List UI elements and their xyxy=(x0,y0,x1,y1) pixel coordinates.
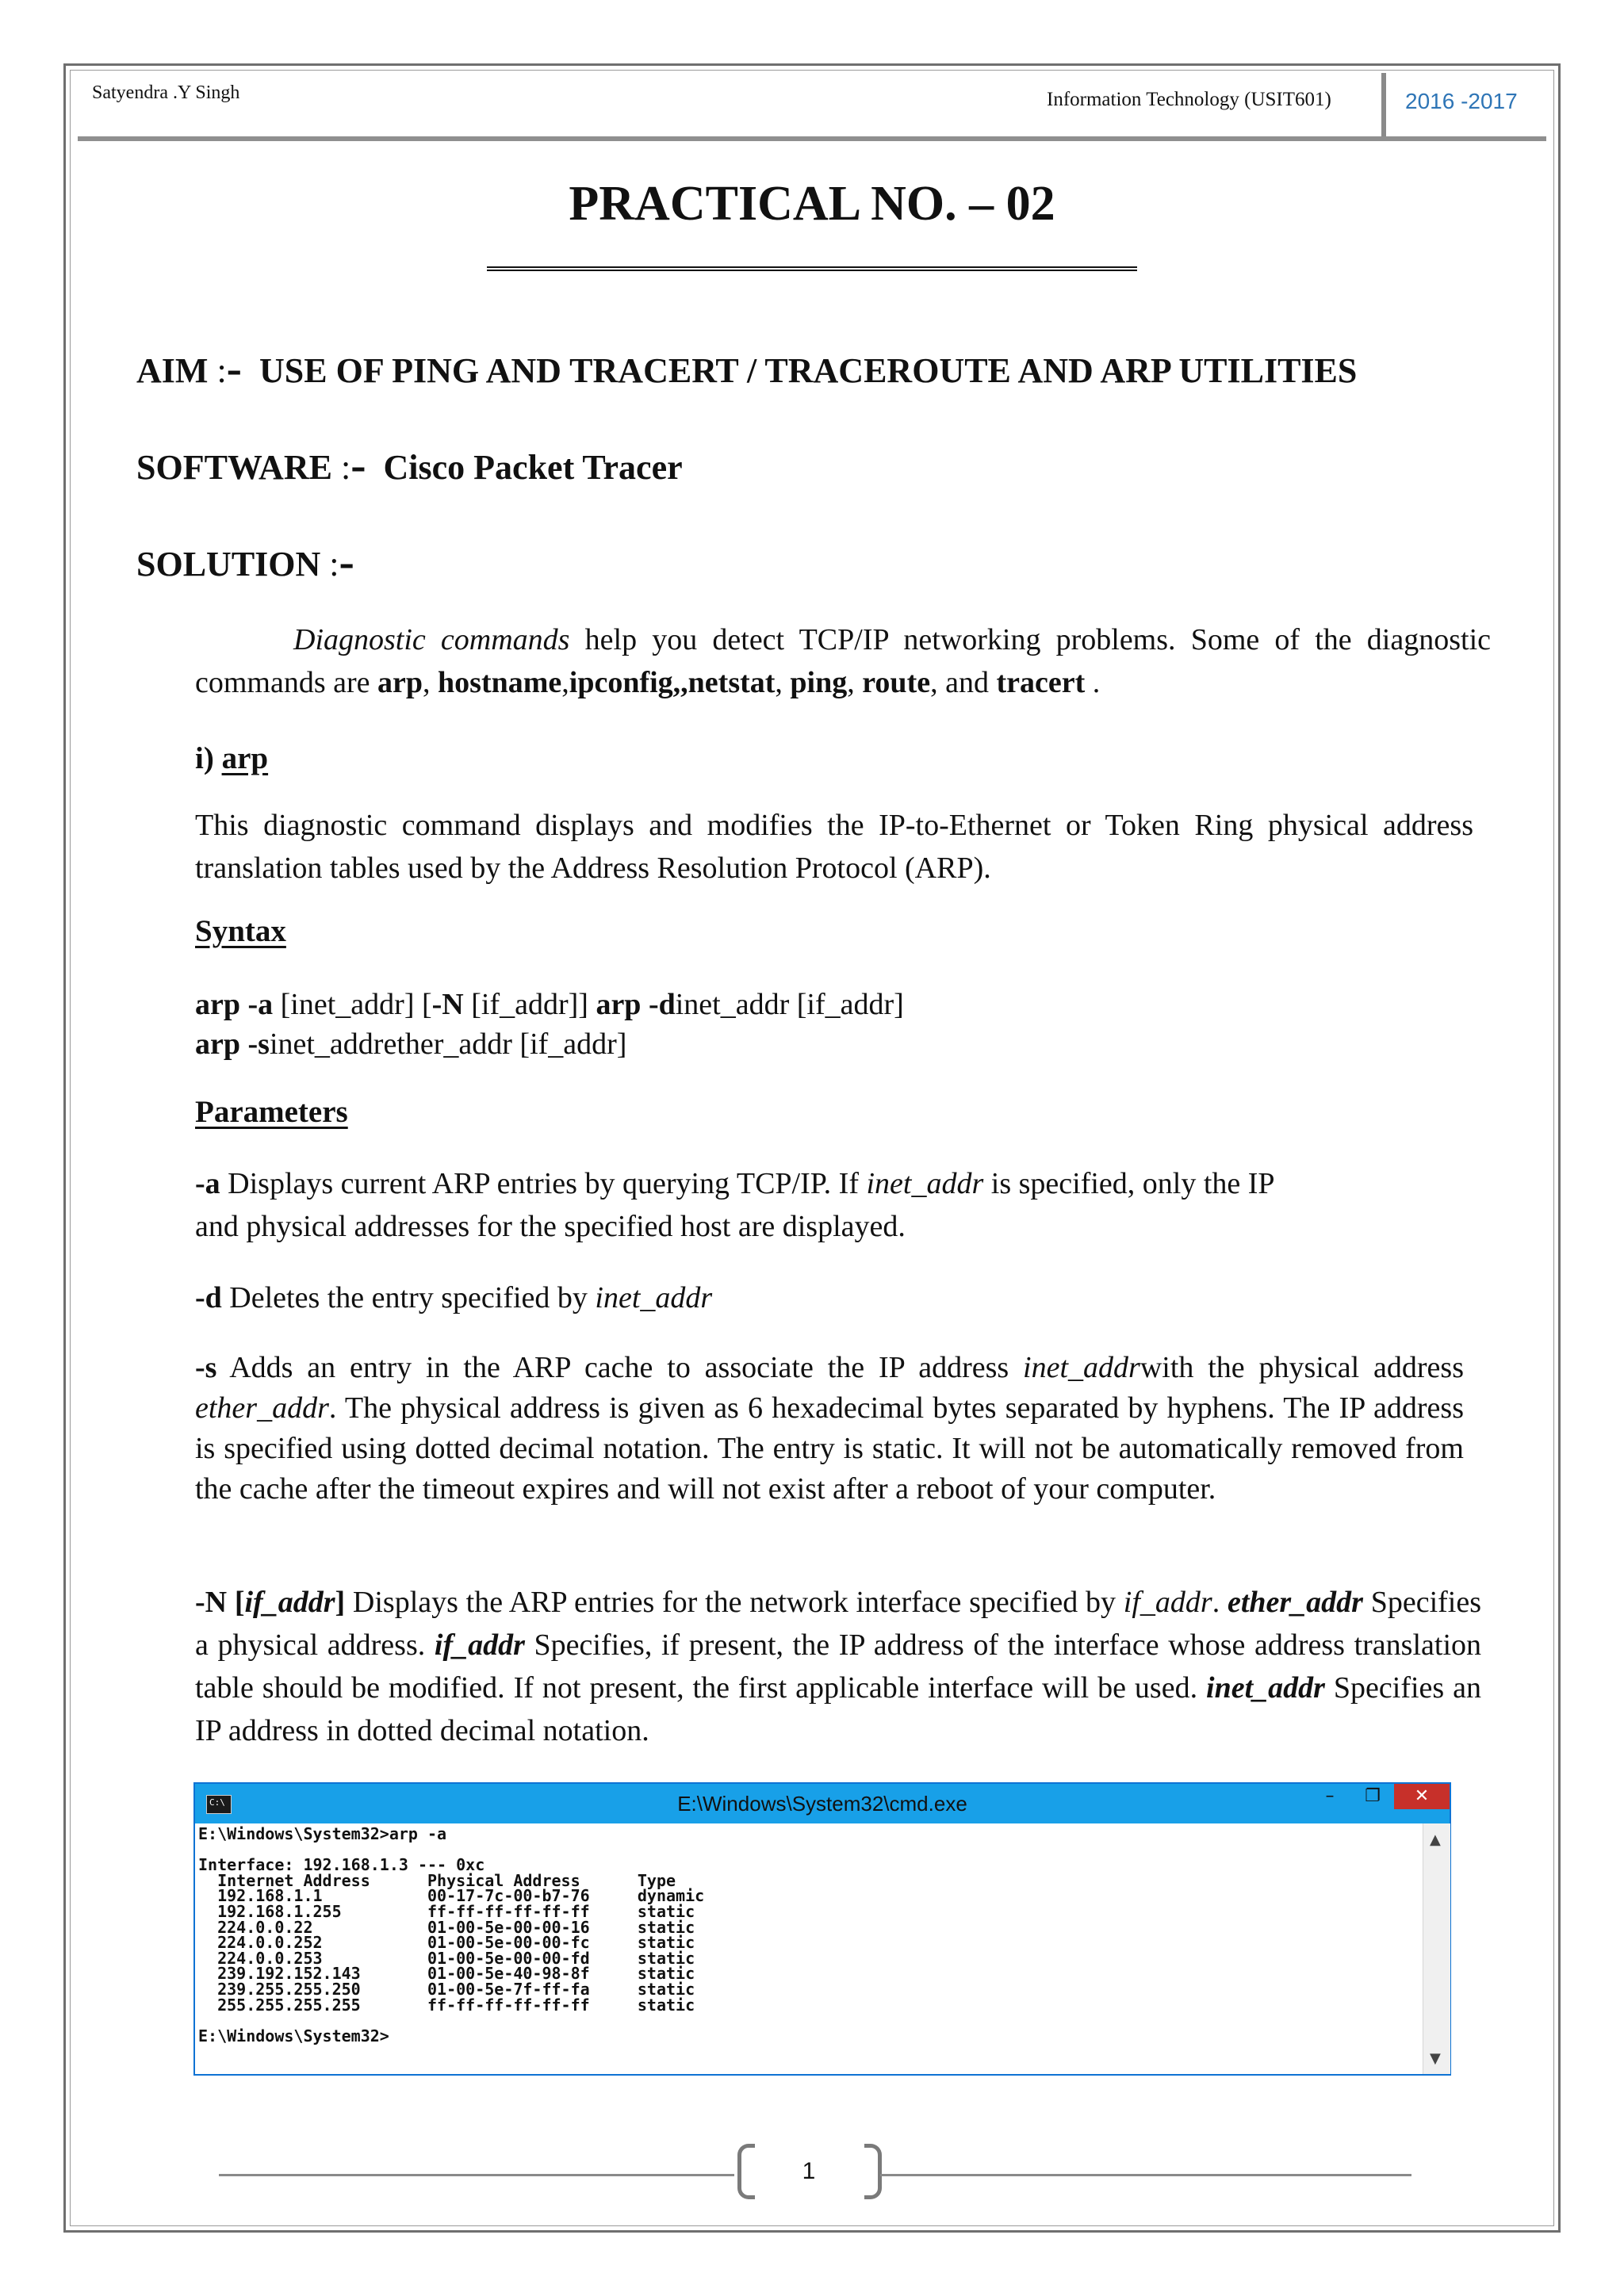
param-n-text-4: Specifies, if present, the IP address of the interface whose address translation table should be modified. If not present, the first applicable interface will be used. xyxy=(195,1628,1481,1705)
cmd-titlebar[interactable] xyxy=(195,1784,1450,1823)
param-n-if-addr-2: if_addr xyxy=(434,1628,525,1662)
syntax-line-1 xyxy=(195,983,1491,1026)
param-n-text-1: Displays the ARP entries for the network interface specified by xyxy=(345,1586,1124,1619)
intro-text-6: , and xyxy=(930,666,997,699)
param-a-line-2: and physical addresses for the specified host are displayed. xyxy=(195,1210,906,1243)
solution-colon: : xyxy=(329,545,339,584)
header-year: 2016 -2017 xyxy=(1405,89,1518,113)
arp-subheading-title: arp xyxy=(221,741,269,775)
title-underline xyxy=(487,266,1137,271)
footer-rule-left xyxy=(219,2174,734,2176)
param-s-text-1: Adds an entry in the ARP cache to associate the IP address xyxy=(216,1351,1024,1384)
param-n-text-3: Specifies a physical address. xyxy=(195,1586,1481,1662)
software-text: Cisco Packet Tracer xyxy=(383,448,683,487)
syntax-flag-n: -N xyxy=(431,988,464,1021)
param-d-text: Deletes the entry specified by xyxy=(221,1281,596,1314)
arp-subheading xyxy=(195,737,1491,780)
solution-dash: - xyxy=(339,536,354,587)
page-title: PRACTICAL NO. – 02 xyxy=(569,177,1055,231)
intro-text-4: , xyxy=(775,666,791,699)
aim-text: USE OF PING AND TRACERT / TRACEROUTE AND ARP UTILITIES xyxy=(259,351,1358,390)
param-n-ether-addr: ether_addr xyxy=(1227,1586,1363,1619)
arp-subheading-num: i) xyxy=(195,741,214,775)
software-colon: : xyxy=(340,448,351,487)
footer-rule-right xyxy=(880,2174,1411,2176)
param-n-flag-end: ] xyxy=(335,1586,346,1619)
cmd-window xyxy=(193,1782,1451,2076)
intro-text-3: , xyxy=(561,666,569,699)
intro-cmd-arp: arp xyxy=(377,666,423,699)
software-dash: - xyxy=(350,439,366,491)
header-author: Satyendra .Y Singh xyxy=(92,82,240,103)
param-n-inet-addr: inet_addr xyxy=(1206,1671,1325,1705)
param-n-flag-if-addr: if_addr xyxy=(244,1586,335,1619)
page-number: 1 xyxy=(802,2158,816,2184)
syntax-l2-b: inet_addrether_addr [if_addr] xyxy=(269,1027,627,1061)
aim-label: AIM xyxy=(136,351,209,390)
footer-brace-left xyxy=(737,2144,755,2199)
software-heading xyxy=(136,439,683,491)
syntax-heading: Syntax xyxy=(195,914,286,948)
syntax-arp-a: arp -a xyxy=(195,988,274,1021)
param-n-text-5: Specifies an IP address in dotted decimal notation. xyxy=(195,1671,1482,1747)
header-subject: Information Technology (USIT601) xyxy=(1047,89,1331,110)
syntax-arp-d: arp -d xyxy=(596,988,676,1021)
intro-text-2: , xyxy=(423,666,439,699)
maximize-button[interactable]: ❐ xyxy=(1365,1786,1381,1806)
param-s-inet-addr: inet_addr xyxy=(1023,1351,1140,1384)
cmd-console[interactable] xyxy=(198,1824,1419,2072)
syntax-l1-b: [inet_addr] [ xyxy=(273,988,432,1021)
param-n-flag: -N [ xyxy=(195,1586,245,1619)
param-n xyxy=(195,1581,1481,1752)
param-s xyxy=(195,1348,1464,1510)
aim-colon: : xyxy=(216,351,227,390)
aim-heading xyxy=(136,342,1358,394)
param-s-text-3: . The physical address is given as 6 hexadecimal bytes separated by hyphens. The IP address is specified using dotted decimal notation. The entry is static. It will not be automatically removed from the cache after the timeout expires and will not exist after a reboot of your computer. xyxy=(195,1391,1464,1506)
intro-cmd-hostname: hostname xyxy=(438,666,562,699)
minimize-button[interactable]: – xyxy=(1325,1786,1335,1806)
param-a-flag: -a xyxy=(195,1167,220,1200)
param-s-ether-addr: ether_addr xyxy=(195,1391,329,1425)
aim-dash: - xyxy=(226,342,242,394)
syntax-line-2 xyxy=(195,1023,1491,1066)
param-d xyxy=(195,1276,1491,1319)
footer-brace-right xyxy=(864,2144,882,2199)
cmd-output: E:\Windows\System32>arp -a Interface: 192.168.1.3 --- 0xc Internet Address Physical Address Type 192.168.1.1 00-17-7c-00-b7-76 dynamic 192.168.1.255 ff-ff-ff-ff-ff-ff static 224.0.0.22 01-00-5e-00-00-16 static 224.0.0.252 01-00-5e-00-00-fc static 224.0.0.253 01-00-5e-00-00-fd static 239.192.152.143 01-00-5e-40-98-8f static 239.255.255.250 01-00-5e-7f-ff-fa static 255.255.255.255 ff-ff-ff-ff-ff-ff static E:\Windows\System32> xyxy=(198,1824,705,2045)
scroll-down-icon[interactable]: ▼ xyxy=(1430,2050,1441,2067)
arp-description: This diagnostic command displays and modifies the IP-to-Ethernet or Token Ring physical address translation tables used by the Address Resolution Protocol (ARP). xyxy=(195,809,1473,885)
param-n-if-addr: if_addr xyxy=(1123,1586,1212,1619)
solution-label: SOLUTION xyxy=(136,545,321,584)
header-divider xyxy=(1381,73,1386,141)
param-d-flag: -d xyxy=(195,1281,222,1314)
param-s-flag: -s xyxy=(195,1351,217,1384)
header-rule xyxy=(78,136,1546,141)
syntax-l1-d: [if_addr]] xyxy=(463,988,596,1021)
syntax-l1-f: inet_addr [if_addr] xyxy=(675,988,904,1021)
intro-paragraph xyxy=(195,618,1491,704)
param-a-inet-addr: inet_addr xyxy=(866,1167,984,1200)
param-a-text-1: Displays current ARP entries by querying TCP/IP. If xyxy=(220,1167,867,1200)
param-s-text-2: with the physical address xyxy=(1139,1351,1464,1384)
param-a-text-2: is specified, only the IP xyxy=(983,1167,1275,1200)
solution-heading xyxy=(136,536,354,587)
cmd-scrollbar[interactable] xyxy=(1423,1823,1450,2074)
intro-cmd-ping: ping xyxy=(790,666,848,699)
param-n-text-2: . xyxy=(1212,1586,1228,1619)
close-button[interactable]: ✕ xyxy=(1394,1784,1450,1809)
intro-cmd-ipconfig-netstat: ipconfig,,netstat xyxy=(569,666,776,699)
param-d-inet-addr: inet_addr xyxy=(595,1281,713,1314)
intro-text-5: , xyxy=(847,666,863,699)
intro-cmd-route: route xyxy=(862,666,931,699)
cmd-app-icon-label: C:\ xyxy=(209,1797,225,1808)
software-label: SOFTWARE xyxy=(136,448,332,487)
intro-text-7: . xyxy=(1085,666,1101,699)
parameters-heading: Parameters xyxy=(195,1095,348,1129)
intro-text-1: help you detect TCP/IP networking problems. Some of the diagnostic commands are xyxy=(195,623,1491,699)
intro-lead: Diagnostic commands xyxy=(293,623,570,656)
syntax-arp-s: arp -s xyxy=(195,1027,270,1061)
cmd-title: E:\Windows\System32\cmd.exe xyxy=(677,1792,967,1816)
param-a xyxy=(195,1162,1491,1248)
intro-cmd-tracert: tracert xyxy=(996,666,1086,699)
scroll-up-icon[interactable]: ▲ xyxy=(1430,1831,1441,1848)
